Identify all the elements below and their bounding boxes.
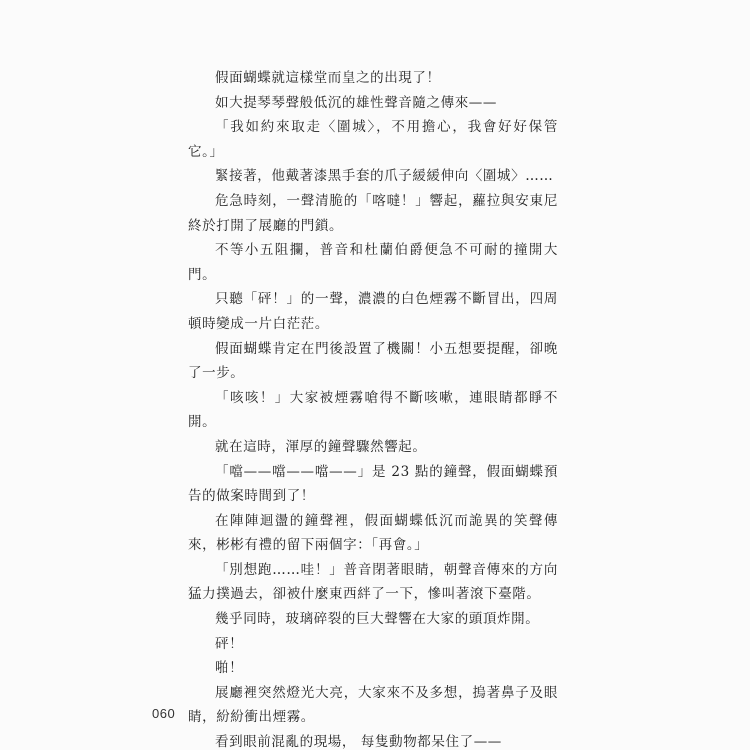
paragraph: 啪！ <box>215 660 244 677</box>
paragraph: 看到眼前混亂的現場， 每隻動物都呆住了—— <box>215 734 502 750</box>
paragraph: 展廳裡突然燈光大亮，大家來不及多想，摀著鼻子及眼睛，紛紛衝出煙霧。 <box>188 684 558 726</box>
paragraph: 不等小五阻攔，普音和杜蘭伯爵便急不可耐的撞開大門。 <box>188 242 558 283</box>
paragraph: 就在這時，渾厚的鐘聲驟然響起。 <box>215 438 427 455</box>
paragraph: 「咳咳！」大家被煙霧嗆得不斷咳嗽，連眼睛都睜不開。 <box>188 389 558 431</box>
paragraph: 「我如約來取走〈圍城〉，不用擔心，我會好好保管它。」 <box>188 119 558 160</box>
body-text <box>188 66 558 750</box>
paragraph: 在陣陣迴盪的鐘聲裡，假面蝴蝶低沉而詭異的笑聲傳來，彬彬有禮的留下兩個字：「再會。」 <box>188 512 558 554</box>
paragraph: 緊接著，他戴著漆黑手套的爪子緩緩伸向〈圍城〉…… <box>215 168 554 185</box>
page-number: 060 <box>152 706 176 721</box>
paragraph: 「別想跑……哇！」普音閉著眼睛，朝聲音傳來的方向猛力撲過去，卻被什麼東西絆了一下，慘叫著滾下臺階。 <box>188 561 558 603</box>
paragraph: 如大提琴琴聲般低沉的雄性聲音隨之傳來—— <box>215 94 497 111</box>
paragraph: 只聽「砰！」的一聲，濃濃的白色煙霧不斷冒出，四周頓時變成一片白茫茫。 <box>188 291 558 332</box>
paragraph: 危急時刻，一聲清脆的「喀噠！」響起，蘿拉與安東尼終於打開了展廳的門鎖。 <box>188 192 558 234</box>
paragraph: 「噹——噹——噹——」是 23 點的鐘聲，假面蝴蝶預告的做案時間到了！ <box>188 463 558 505</box>
paragraph: 假面蝴蝶就這樣堂而皇之的出現了！ <box>215 70 441 86</box>
paragraph: 幾乎同時，玻璃碎裂的巨大聲響在大家的頭頂炸開。 <box>215 611 540 628</box>
paragraph: 砰！ <box>215 635 244 652</box>
paragraph: 假面蝴蝶肯定在門後設置了機關！小五想要提醒，卻晚了一步。 <box>188 340 558 382</box>
